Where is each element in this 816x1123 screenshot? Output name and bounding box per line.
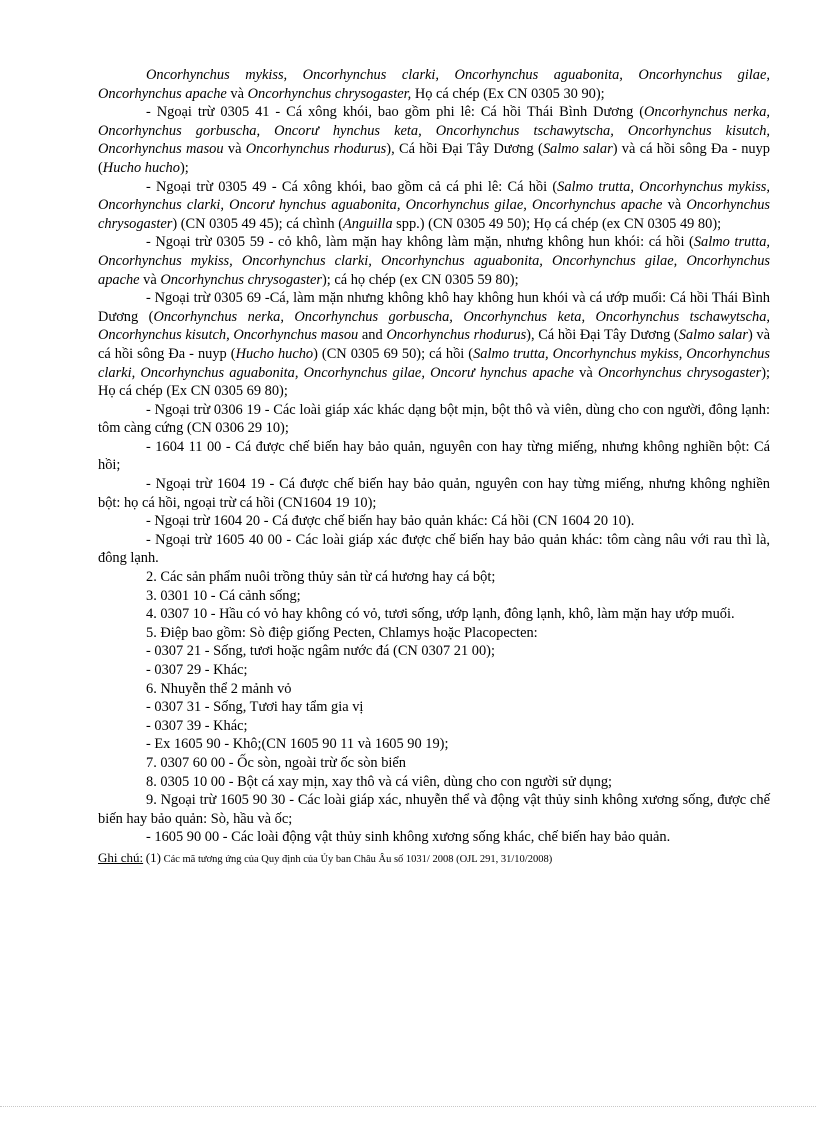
footnote-label: Ghi chú: — [98, 849, 144, 865]
text-segment: - 0307 39 - Khác; — [146, 717, 248, 734]
text-segment: - Ngoại trừ 0306 19 - Các loài giáp xác khác dạng bột mịn, bột thô và viên, dùng cho con người, đông lạnh: tôm càng cứng (CN 0306 29 10); — [98, 401, 770, 437]
species-name: Hucho hucho — [102, 159, 180, 176]
paragraph — [98, 791, 770, 828]
text-segment: ); Họ cá chép (Ex CN 0305 69 80); — [98, 364, 770, 400]
text-segment: và — [662, 197, 687, 214]
species-name: Oncorhynchus rhodurus — [386, 327, 527, 344]
text-segment: ) và cá hồi sông Đa - nuyp ( — [98, 327, 770, 362]
text-segment: và — [226, 85, 248, 102]
text-segment: - Ngoại trừ 1604 19 - Cá được chế biến hay bảo quản, nguyên con hay từng miếng, nhưng không nghiền bột: họ cá hồi, ngoại trừ cá hồi (CN1604 19 10); — [98, 476, 770, 511]
text-segment: 5. Điệp bao gồm: Sò điệp giống Pecten, Chlamys hoặc Placopecten: — [146, 624, 538, 641]
document-page — [98, 66, 770, 867]
footnote — [98, 851, 770, 867]
species-name: Oncorhynchus chrysogaster — [160, 271, 322, 288]
paragraph — [98, 587, 770, 606]
footnote-text: Các mã tương ứng của Quy định của Ủy ban Châu Âu số 1031/ 2008 (OJL 291, 31/10/2008) — [163, 853, 553, 865]
paragraph — [98, 642, 770, 661]
text-segment: - Ngoại trừ 1605 40 00 - Các loài giáp xác được chế biến hay bảo quản khác: tôm càng nâu với rau thì là, đông lạnh. — [98, 531, 770, 567]
text-segment: ) và cá hồi sông Đa - nuyp ( — [98, 141, 770, 176]
text-segment: - Ngoại trừ 0305 59 - cỏ khô, làm mặn hay không làm mặn, nhưng không hun khói: cá hồi ( — [146, 234, 694, 251]
text-segment: - Ngoại trừ 0305 41 - Cá xông khói, bao gồm phi lê: Cá hồi Thái Bình Dương ( — [146, 104, 645, 121]
text-segment: và — [223, 141, 246, 158]
paragraph — [98, 680, 770, 699]
species-name: Salmo salar — [542, 141, 613, 158]
species-name: Oncorhynchus nerka, Oncorhynchus gorbuscha, Oncorhynchus keta, Oncorhynchus tschawytscha, Oncorhynchus kisutch, Oncorhynchus masou — [98, 308, 770, 344]
text-segment: 6. Nhuyễn thể 2 mảnh vỏ — [146, 680, 292, 697]
species-name: Salmo trutta, Oncorhynchus mykiss, Oncorhynchus clarki, Oncorư hynchus aguabonita, Oncorhynchus gilae, Oncorhynchus apache — [98, 178, 771, 214]
text-segment: ), Cá hồi Đại Tây Dương ( — [526, 327, 679, 344]
paragraph — [98, 289, 770, 401]
document-body — [98, 66, 770, 847]
paragraph — [98, 605, 770, 624]
text-segment: 2. Các sản phẩm nuôi trồng thủy sản từ cá hương hay cá bột; — [146, 569, 496, 586]
paragraph — [98, 717, 770, 736]
species-name: Salmo trutta, Oncorhynchus mykiss, Oncorhynchus clarki, Oncorhynchus aguabonita, Oncorhynchus gilae, Oncorư hynchus apache — [98, 345, 770, 381]
text-segment: 9. Ngoại trừ 1605 90 30 - Các loài giáp xác, nhuyễn thể và động vật thủy sinh không xương sống, được chế biến hay bảo quản: Sò, hầu và ốc; — [98, 792, 770, 827]
paragraph — [98, 735, 770, 754]
text-segment: spp.) (CN 0305 49 50); Họ cá chép (ex CN 0305 49 80); — [392, 215, 722, 232]
paragraph — [98, 773, 770, 792]
species-name: Salmo salar — [678, 327, 748, 344]
paragraph — [98, 66, 770, 103]
page-bottom-divider — [0, 1106, 816, 1107]
paragraph — [98, 401, 770, 438]
text-segment: Họ cá chép (Ex CN 0305 30 90); — [411, 85, 605, 102]
text-segment: - Ex 1605 90 - Khô;(CN 1605 90 11 và 1605 90 19); — [146, 736, 449, 753]
paragraph — [98, 103, 770, 177]
paragraph — [98, 233, 770, 289]
text-segment: - 1604 11 00 - Cá được chế biến hay bảo quản, nguyên con hay từng miếng, nhưng không nghiền bột: Cá hồi; — [98, 438, 770, 474]
text-segment: - 0307 29 - Khác; — [146, 662, 248, 678]
text-segment: - 1605 90 00 - Các loài động vật thủy sinh không xương sống khác, chế biến hay bảo quản. — [146, 829, 671, 846]
paragraph — [98, 512, 770, 531]
species-name: Anguilla — [343, 215, 393, 232]
paragraph — [98, 698, 770, 717]
text-segment: 7. 0307 60 00 - Ốc sòn, ngoài trừ ốc sòn biển — [146, 754, 407, 771]
paragraph — [98, 438, 770, 475]
paragraph — [98, 475, 770, 512]
text-segment: ) (CN 0305 49 45); cá chình ( — [172, 215, 343, 232]
paragraph — [98, 178, 770, 234]
species-name: Oncorhynchus mykiss, Oncorhynchus clarki, Oncorhynchus aguabonita, Oncorhynchus gilae, Oncorhynchus apache — [98, 67, 770, 102]
text-segment: 4. 0307 10 - Hầu có vỏ hay không có vỏ, tươi sống, ướp lạnh, đông lạnh, khô, làm mặn hay ướp muối. — [146, 606, 735, 623]
text-segment: 3. 0301 10 - Cá cảnh sống; — [146, 587, 301, 604]
species-name: Oncorhynchus chrysogaster, — [247, 85, 412, 102]
paragraph — [98, 531, 770, 568]
species-name: Salmo trutta, Oncorhynchus mykiss, Oncorhynchus clarki, Oncorhynchus aguabonita, Oncorhynchus gilae, Oncorhynchus apache — [98, 234, 770, 288]
text-segment: - Ngoại trừ 0305 49 - Cá xông khói, bao gồm cả cá phi lê: Cá hồi ( — [146, 178, 558, 195]
species-name: Oncorhynchus chrysogaster — [98, 197, 771, 232]
text-segment: và — [573, 364, 598, 381]
text-segment: 8. 0305 10 00 - Bột cá xay mịn, xay thô và cá viên, dùng cho con người sử dụng; — [146, 773, 613, 790]
text-segment: và — [139, 271, 161, 288]
text-segment: ) (CN 0305 69 50); cá hồi ( — [313, 345, 474, 362]
paragraph — [98, 754, 770, 773]
paragraph — [98, 661, 770, 680]
species-name: Oncorhynchus nerka, Oncorhynchus gorbuscha, Oncorư hynchus keta, Oncorhynchus tschawytscha, Oncorhynchus kisutch, Oncorhynchus masou — [98, 104, 770, 158]
text-segment: - 0307 21 - Sống, tươi hoặc ngâm nước đá (CN 0307 21 00); — [146, 643, 495, 660]
species-name: Oncorhynchus rhodurus — [245, 141, 387, 158]
paragraph — [98, 624, 770, 643]
species-name: Oncorhynchus chrysogaster — [597, 364, 762, 381]
species-name: Hucho hucho — [235, 345, 314, 362]
text-segment: ); cá họ chép (ex CN 0305 59 80); — [321, 271, 519, 288]
text-segment: - 0307 31 - Sống, Tươi hay tẩm gia vị — [146, 699, 364, 716]
footnote-number: (1) — [145, 849, 161, 865]
text-segment: - Ngoại trừ 1604 20 - Cá được chế biến hay bảo quản khác: Cá hồi (CN 1604 20 10). — [146, 513, 635, 530]
paragraph — [98, 568, 770, 587]
text-segment: and — [358, 327, 387, 344]
text-segment: ), Cá hồi Đại Tây Dương ( — [386, 141, 543, 158]
paragraph — [98, 828, 770, 847]
text-segment: ); — [179, 159, 189, 176]
text-segment: - Ngoại trừ 0305 69 -Cá, làm mặn nhưng không khô hay không hun khói và cá ướp muối: Cá hồi Thái Bình Dương ( — [98, 290, 770, 325]
